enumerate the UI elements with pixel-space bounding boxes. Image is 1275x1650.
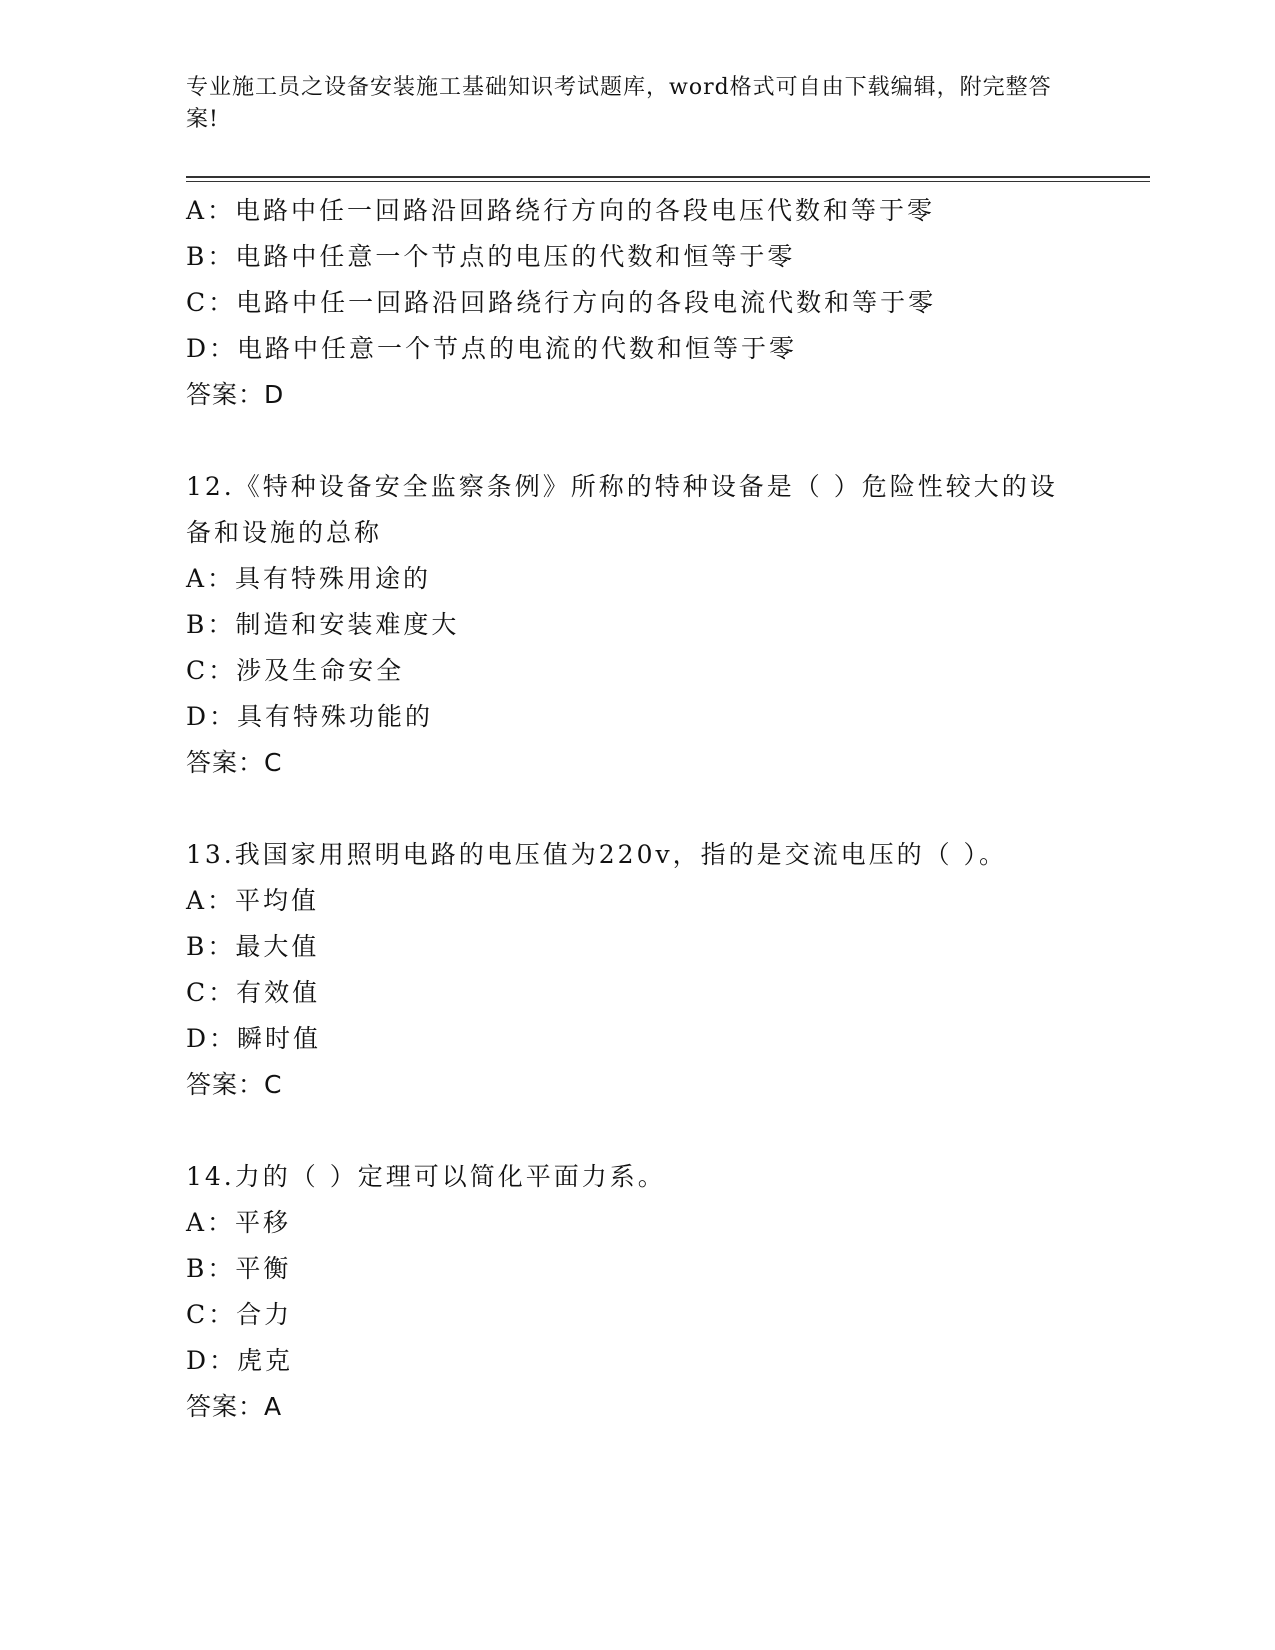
answer: 答案：A (186, 1392, 283, 1421)
option-c: C：涉及生命安全 (186, 656, 405, 685)
option-a: A：平均值 (186, 886, 320, 915)
answer: 答案：C (186, 1070, 283, 1099)
question-13 (186, 832, 1086, 1108)
question-12 (186, 464, 1086, 786)
page-header (186, 72, 1066, 136)
option-c: C：有效值 (186, 978, 321, 1007)
question-11 (186, 188, 1086, 418)
question-text: 13.我国家用照明电路的电压值为220v，指的是交流电压的（ ）。 (186, 840, 1008, 869)
exam-content (186, 188, 1086, 1430)
header-divider-thick (186, 176, 1150, 178)
option-a: A：电路中任一回路沿回路绕行方向的各段电压代数和等于零 (186, 196, 936, 225)
spacer (186, 786, 1086, 832)
option-b: B：平衡 (186, 1254, 292, 1283)
option-b: B：制造和安装难度大 (186, 610, 460, 639)
question-text: 14.力的（ ）定理可以简化平面力系。 (186, 1162, 666, 1191)
option-c: C：合力 (186, 1300, 293, 1329)
option-d: D：具有特殊功能的 (186, 702, 434, 731)
option-d: D：瞬时值 (186, 1024, 322, 1053)
question-text: 12.《特种设备安全监察条例》所称的特种设备是（ ）危险性较大的设备和设施的总称 (186, 472, 1058, 547)
option-d: D：虎克 (186, 1346, 294, 1375)
header-text: 专业施工员之设备安装施工基础知识考试题库，word格式可自由下载编辑，附完整答案! (186, 75, 1052, 132)
answer: 答案：C (186, 748, 283, 777)
question-14 (186, 1154, 1086, 1430)
spacer (186, 1108, 1086, 1154)
option-a: A：具有特殊用途的 (186, 564, 432, 593)
option-b: B：最大值 (186, 932, 320, 961)
header-divider-thin (186, 181, 1150, 182)
option-a: A：平移 (186, 1208, 292, 1237)
answer: 答案：D (186, 380, 285, 409)
spacer (186, 418, 1086, 464)
option-d: D：电路中任意一个节点的电流的代数和恒等于零 (186, 334, 798, 363)
option-c: C：电路中任一回路沿回路绕行方向的各段电流代数和等于零 (186, 288, 937, 317)
option-b: B：电路中任意一个节点的电压的代数和恒等于零 (186, 242, 796, 271)
